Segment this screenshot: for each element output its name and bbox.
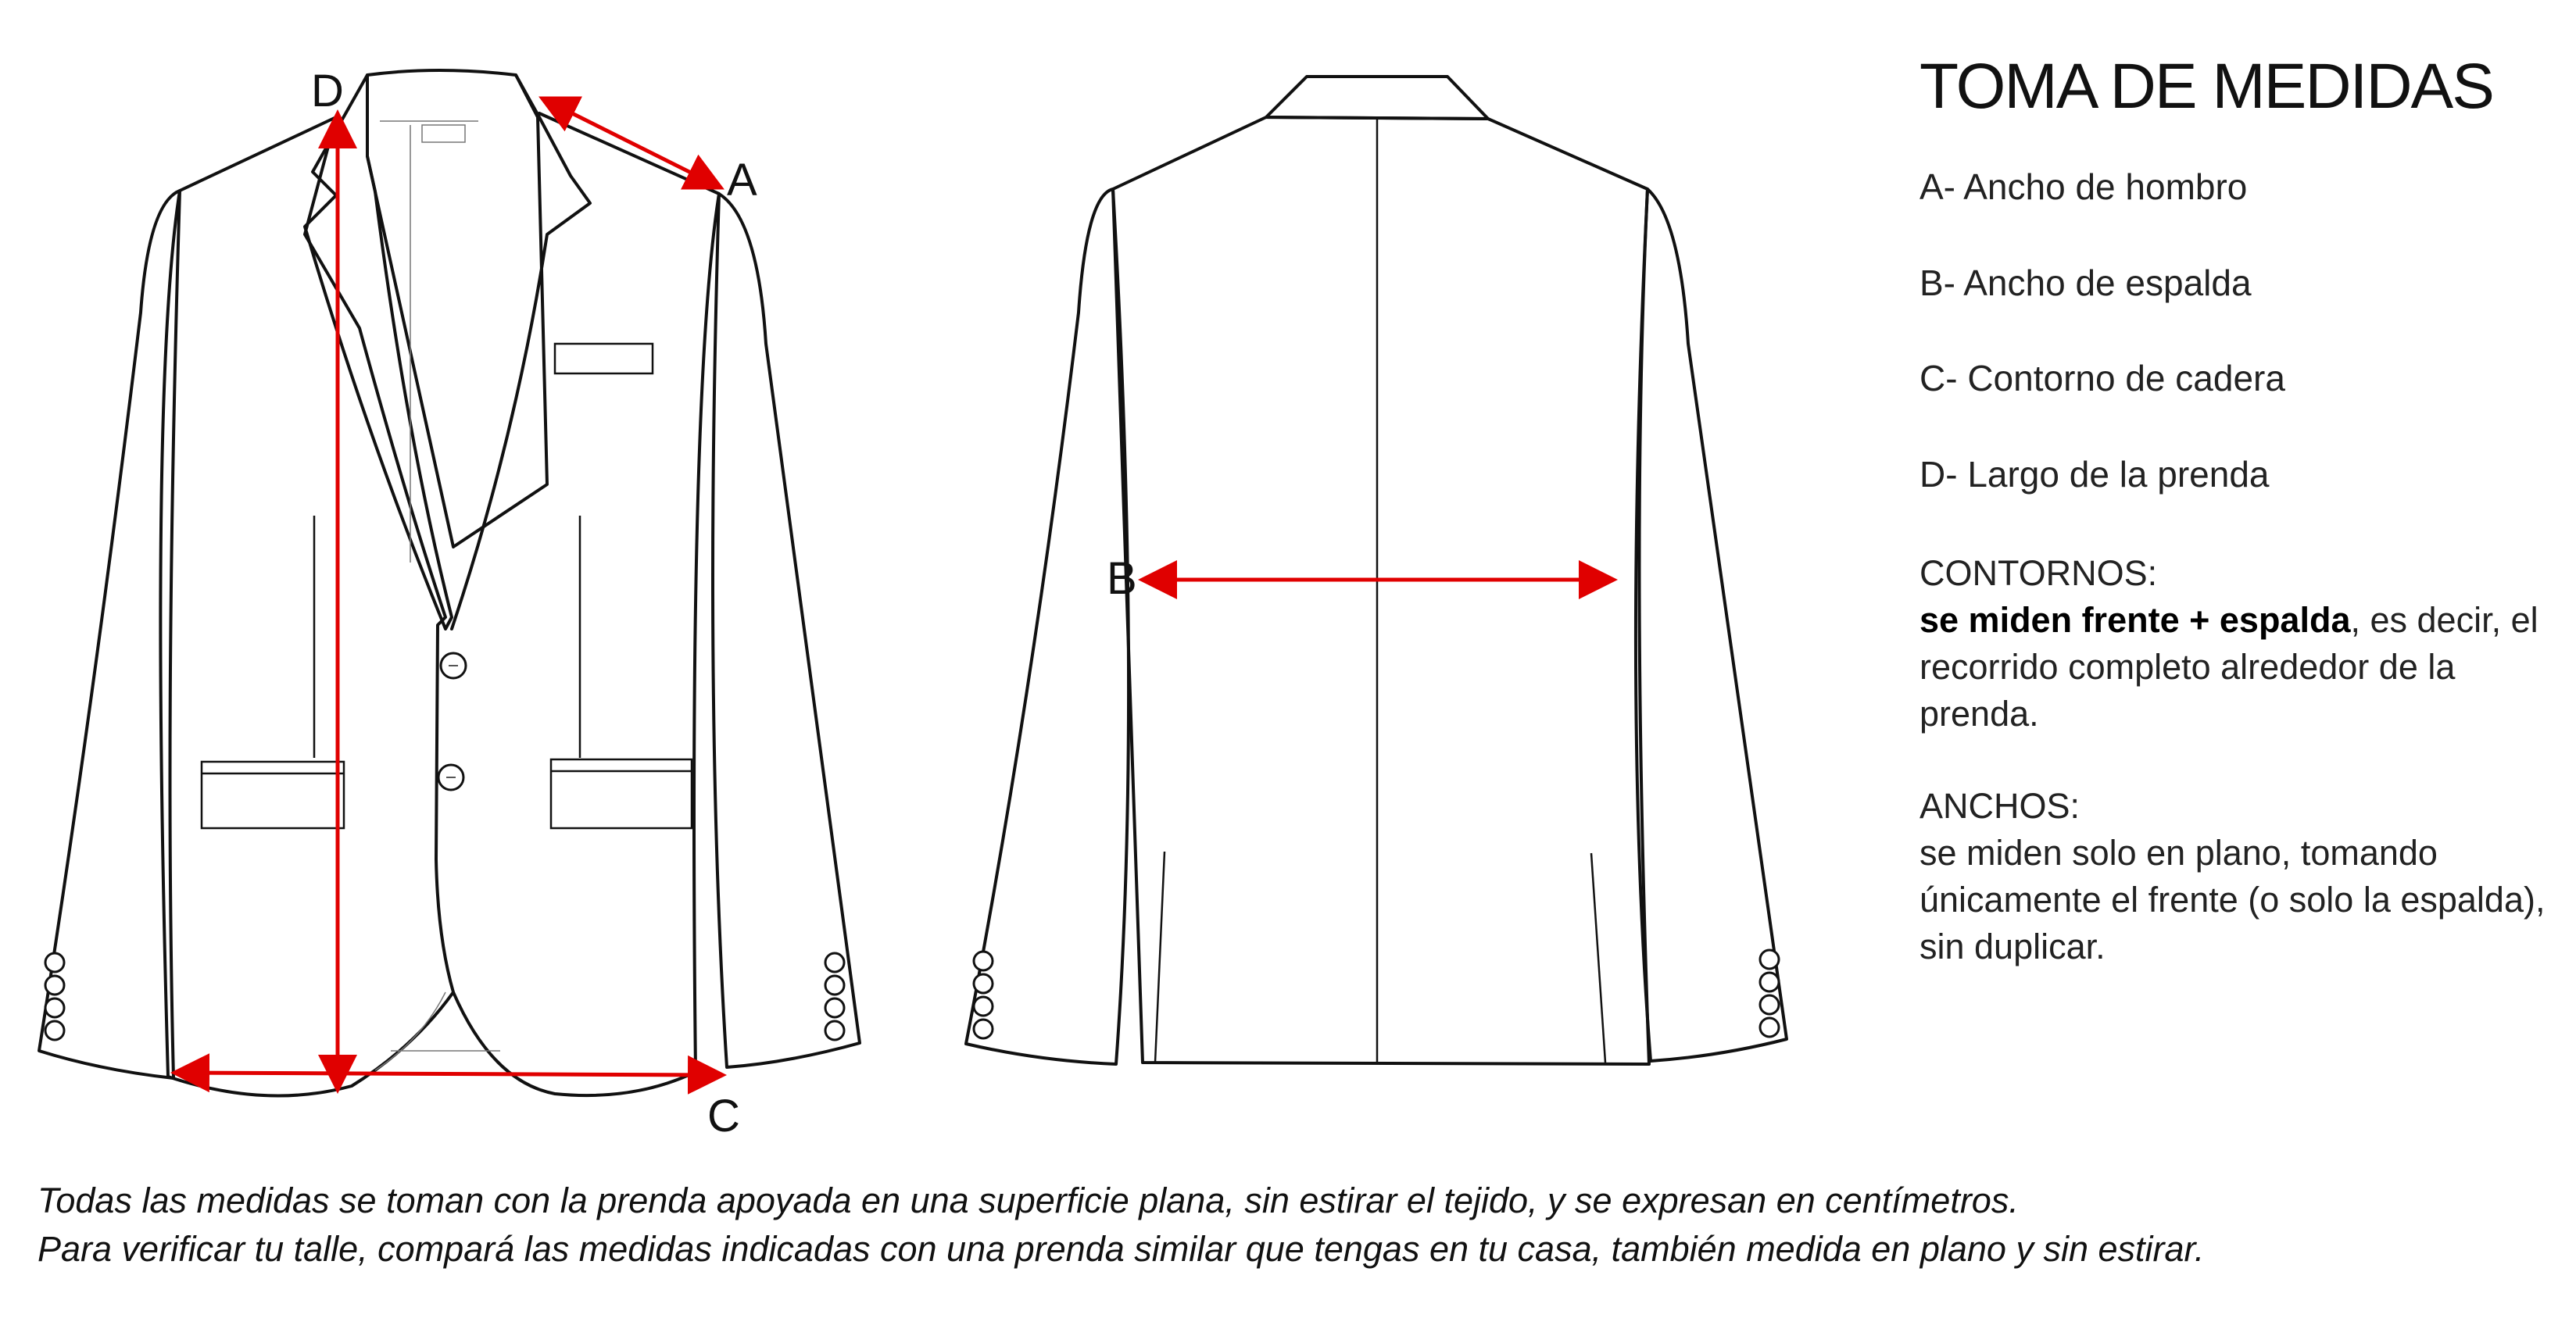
contornos-note [1919,550,2560,738]
legend-item-a: A- Ancho de hombro [1919,166,2248,207]
footer-line-2: Para verificar tu talle, compará las medidas indicadas con una prenda similar que tengas en tu casa, también medida en plano y sin estirar. [38,1229,2205,1269]
arrow-c-hip [178,1073,719,1075]
anchos-text: se miden solo en plano, tomando únicamente el frente (o solo la espalda), sin duplicar. [1919,833,2546,967]
footer-notes [38,1177,2538,1273]
jacket-front [39,70,860,1096]
anchos-heading: ANCHOS: [1919,786,2080,827]
legend-item-c: C- Contorno de cadera [1919,358,2285,399]
contornos-text: , es decir, el recorrido completo alrededor de la prenda. [1919,600,2538,734]
legend-item-d: D- Largo de la prenda [1919,453,2270,495]
point-label-b: B [1107,553,1137,604]
arrow-a-shoulder [546,100,717,186]
jacket-back [966,77,1787,1064]
contornos-heading: CONTORNOS: [1919,553,2158,594]
point-label-a: A [727,155,757,205]
legend-item-b: B- Ancho de espalda [1919,262,2252,303]
footer-line-1: Todas las medidas se toman con la prenda apoyada en una superficie plana, sin estirar el tejido, y se expresan en centímetros. [38,1181,2019,1220]
point-label-d: D [311,66,344,116]
point-label-c: C [707,1091,740,1141]
anchos-note [1919,783,2560,970]
contornos-bold-text: se miden frente + espalda [1919,600,2351,641]
measurement-legend-panel [1919,51,2560,1016]
page-title: TOMA DE MEDIDAS [1919,51,2493,122]
